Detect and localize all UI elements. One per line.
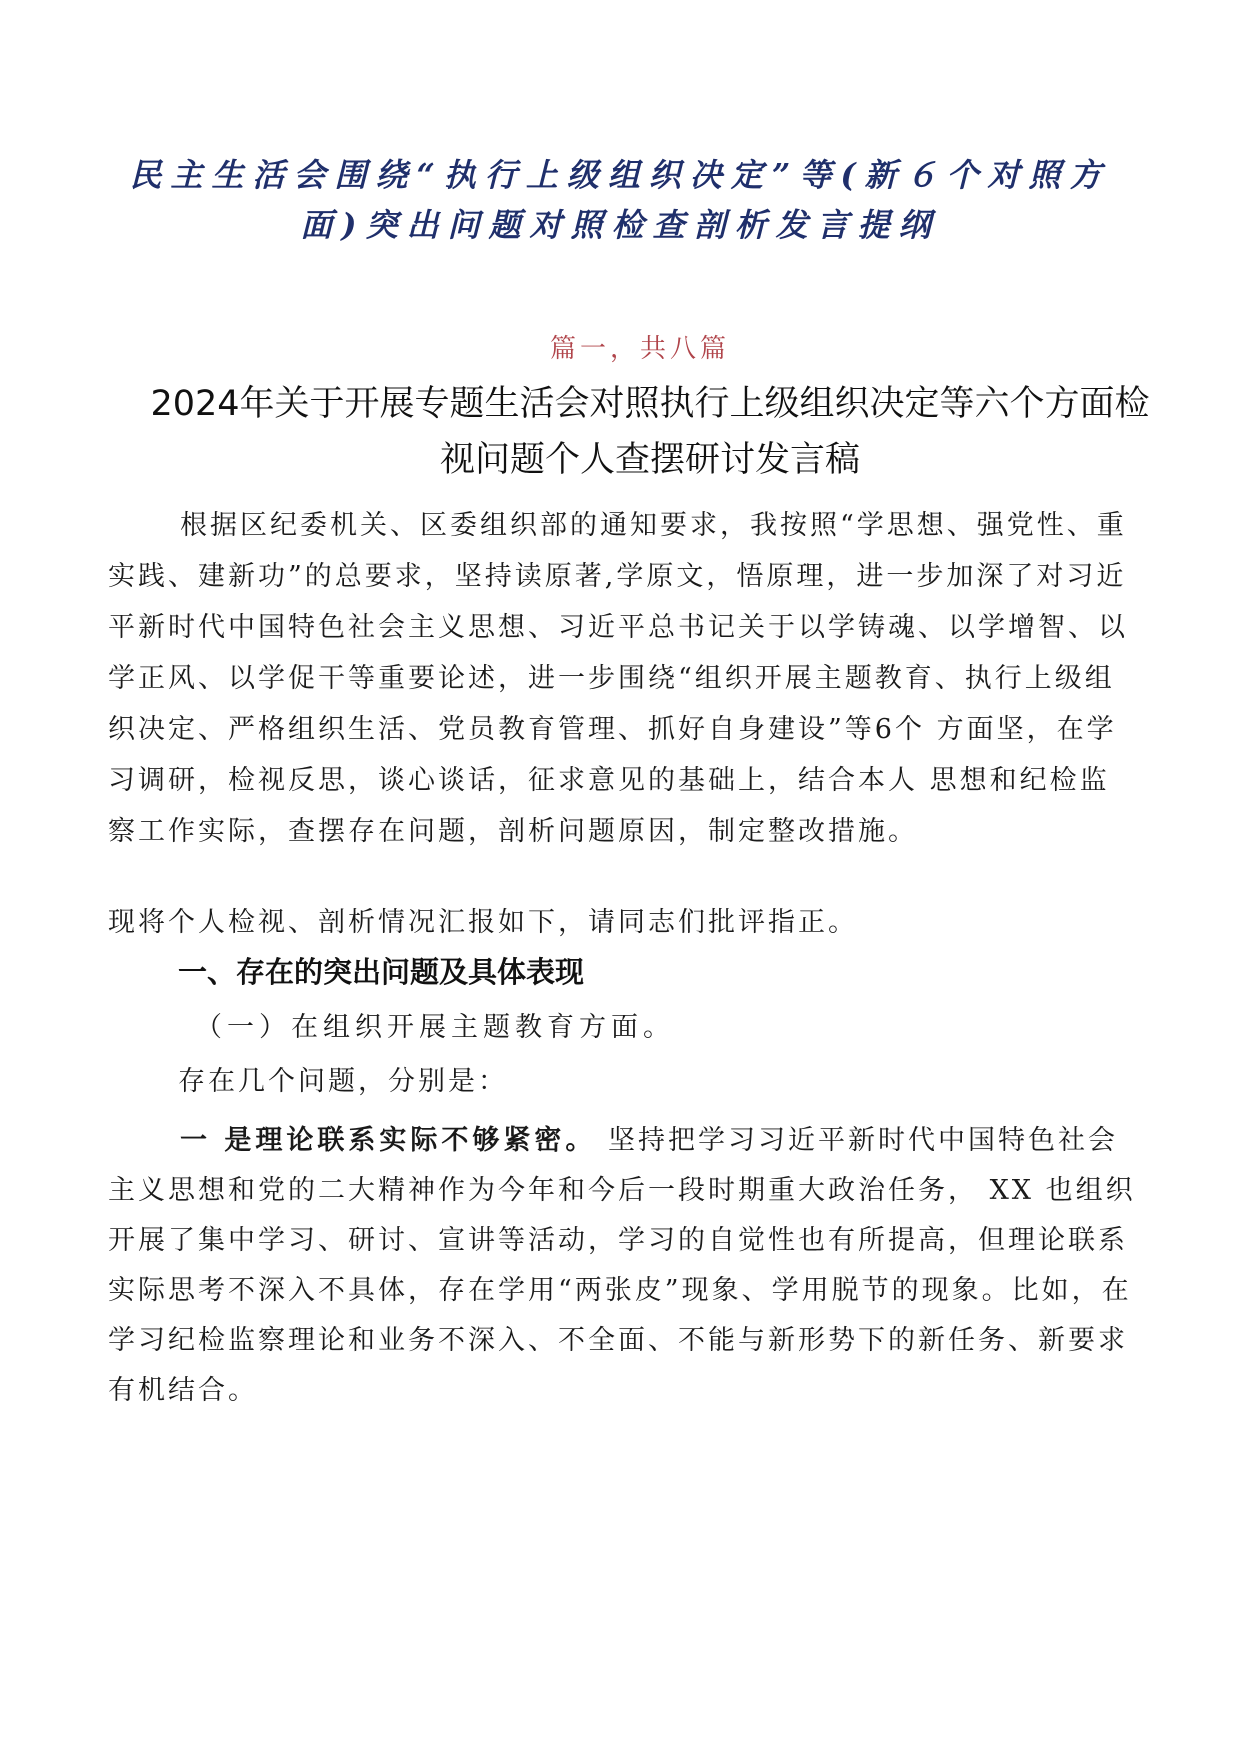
report-line: 现将个人检视、剖析情况汇报如下，请同志们批评指正。 bbox=[108, 907, 858, 938]
problem-point-1-text: 坚持把学习习近平新时代中国特色社会主义思想和党的二大精神作为今年和今后一段时期重大政治任务， XX 也组织开展了集中学习、研讨、宣讲等活动，学习的自觉性也有所提高，但理论联系实际思考不深入不具体，存在学用“两张皮”现象、学用脱节的现象。比如，在学习纪检监察理论和业务不深入、不全面、不能与新形势下的新任务、新要求有机结合。 bbox=[108, 1125, 1136, 1406]
problems-intro: 存在几个问题，分别是： bbox=[178, 1066, 508, 1097]
main-title: 民主生活会围绕“执行上级组织决定”等(新６个对照方面)突出问题对照检查剖析发言提纲 bbox=[129, 156, 1111, 244]
section-heading: 一、存在的突出问题及具体表现 bbox=[178, 955, 585, 989]
intro-paragraph: 根据区纪委机关、区委组织部的通知要求，我按照“学思想、强党性、重实践、建新功”的总要求，坚持读原著,学原文，悟原理，进一步加深了对习近平新时代中国特色社会主义思想、习近平总书记关于以学铸魂、以学增智、以学正风、以学促干等重要论述，进一步围绕“组织开展主题教育、执行上级组织决定、严格组织生活、党员教育管理、抓好自身建设”等6个 方面坚，在学习调研，检视反思，谈心谈话，征求意见的基础上，结合本人 思想和纪检监察工作实际，查摆存在问题，剖析问题原因，制定整改措施。 bbox=[108, 510, 1128, 847]
part-label: 篇一，共八篇 bbox=[549, 334, 730, 364]
problem-point-1-lead: 一 是理论联系实际不够紧密。 bbox=[180, 1125, 597, 1156]
subsection-heading: （一）在组织开展主题教育方面。 bbox=[195, 1012, 675, 1043]
problem-point-1 bbox=[108, 1116, 1138, 1416]
document-title: 2024年关于开展专题生活会对照执行上级组织决定等六个方面检视问题个人查摆研讨发言稿 bbox=[150, 384, 1150, 480]
